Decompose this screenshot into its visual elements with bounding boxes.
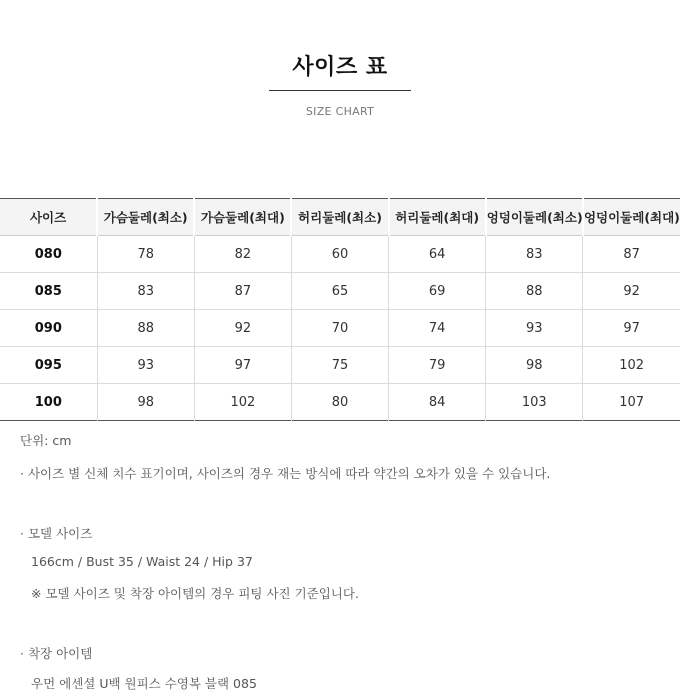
model-fitting-note: ※ 모델 사이즈 및 착장 아이템의 경우 피팅 사진 기준입니다. <box>31 586 359 601</box>
table-cell: 88 <box>97 310 194 347</box>
header-size: 사이즈 <box>0 199 97 236</box>
table-cell: 82 <box>194 236 291 273</box>
table-cell: 93 <box>486 310 583 347</box>
measurement-disclaimer: · 사이즈 별 신체 치수 표기이며, 사이즈의 경우 재는 방식에 따라 약간의 오차가 있을 수 있습니다. <box>20 466 551 481</box>
table-cell: 87 <box>194 273 291 310</box>
table-cell: 60 <box>291 236 388 273</box>
table-cell: 74 <box>389 310 486 347</box>
table-row <box>0 236 680 273</box>
table-cell: 102 <box>194 384 291 421</box>
table-cell: 97 <box>194 347 291 384</box>
table-cell: 65 <box>291 273 388 310</box>
table-row <box>0 310 680 347</box>
header-waist-max: 허리둘레(최대) <box>389 199 486 236</box>
table-cell: 80 <box>291 384 388 421</box>
table-cell: 88 <box>486 273 583 310</box>
table-cell: 79 <box>389 347 486 384</box>
table-cell: 98 <box>97 384 194 421</box>
table-row <box>0 384 680 421</box>
table-cell: 69 <box>389 273 486 310</box>
table-cell: 70 <box>291 310 388 347</box>
header-chest-min: 가슴둘레(최소) <box>97 199 194 236</box>
header-chest-max: 가슴둘레(최대) <box>194 199 291 236</box>
size-cell: 085 <box>0 273 97 310</box>
table-cell: 92 <box>194 310 291 347</box>
header-waist-min: 허리둘레(최소) <box>291 199 388 236</box>
page-title: 사이즈 표 <box>292 55 388 80</box>
table-row <box>0 273 680 310</box>
table-cell: 78 <box>97 236 194 273</box>
header-hip-max: 엉덩이둘레(최대) <box>583 199 680 236</box>
table-cell: 98 <box>486 347 583 384</box>
size-cell: 095 <box>0 347 97 384</box>
table-cell: 102 <box>583 347 680 384</box>
table-row <box>0 347 680 384</box>
size-cell: 100 <box>0 384 97 421</box>
table-cell: 97 <box>583 310 680 347</box>
worn-items-heading: · 착장 아이템 <box>20 646 93 661</box>
title-divider <box>269 90 411 91</box>
table-cell: 93 <box>97 347 194 384</box>
table-cell: 83 <box>97 273 194 310</box>
table-cell: 83 <box>486 236 583 273</box>
model-measurements: 166cm / Bust 35 / Waist 24 / Hip 37 <box>31 554 253 569</box>
table-cell: 107 <box>619 394 645 410</box>
size-cell: 090 <box>0 310 97 347</box>
table-cell: 64 <box>389 236 486 273</box>
header-hip-min: 엉덩이둘레(최소) <box>486 199 583 236</box>
unit-note: 단위: cm <box>20 433 72 448</box>
size-table <box>0 198 680 421</box>
table-header-row <box>0 199 680 236</box>
page-subtitle: SIZE CHART <box>305 105 375 118</box>
size-cell: 080 <box>0 236 97 273</box>
table-cell: 84 <box>389 384 486 421</box>
table-cell: 75 <box>291 347 388 384</box>
table-cell: 87 <box>583 236 680 273</box>
worn-item: 우먼 에센셜 U백 원피스 수영복 블랙 085 <box>31 676 257 691</box>
table-cell: 103 <box>486 384 583 421</box>
model-size-heading: · 모델 사이즈 <box>20 526 93 541</box>
table-cell: 92 <box>583 273 680 310</box>
